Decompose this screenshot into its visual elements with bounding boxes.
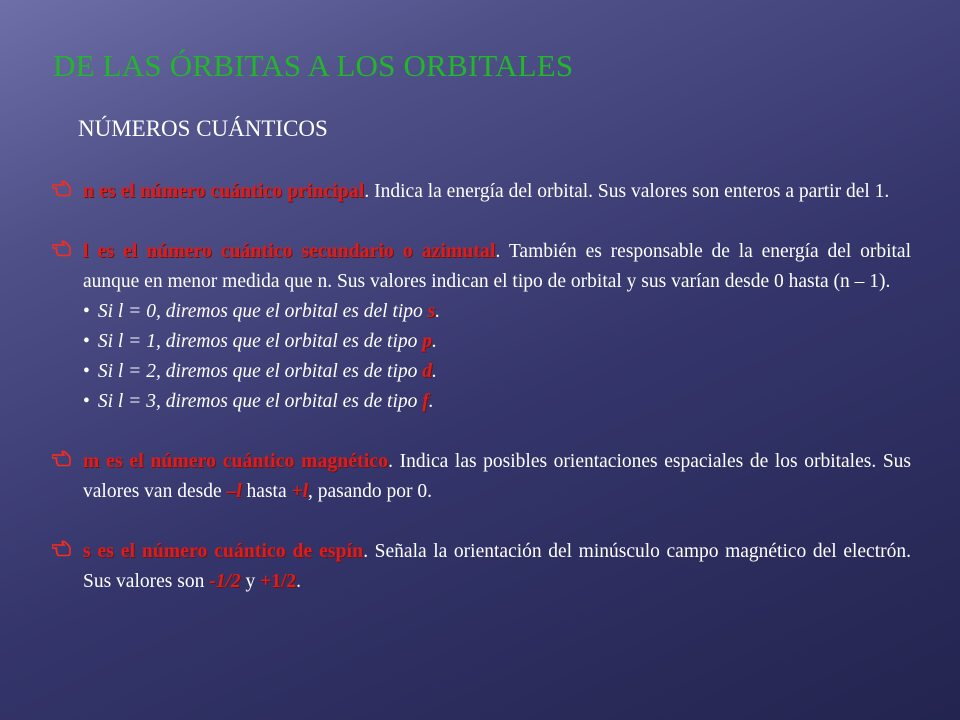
sub-end: . <box>432 361 437 382</box>
sub-end: . <box>428 391 434 412</box>
bullet-secundario <box>50 237 911 417</box>
text-secundario: . También es responsable de la energía del orbital aunque en menor medida que n. Sus valores indican el tipo de orbital y sus varían desde 0 hasta (n – 1). <box>83 241 911 292</box>
bullet-dot: • <box>83 391 90 412</box>
bullet-dot: • <box>83 361 90 382</box>
value-min-l: –l <box>226 481 242 502</box>
orbital-d: d <box>422 361 432 382</box>
sub-end: . <box>432 331 437 352</box>
value-plus-half: +1/2 <box>260 571 297 592</box>
sub-text: Si l = 2, diremos que el orbital es de tipo <box>97 361 423 382</box>
bullet-espin <box>50 537 911 597</box>
orbital-p: p <box>422 331 432 352</box>
bullet-principal <box>50 177 911 207</box>
orbital-f: f <box>422 391 429 412</box>
bullet-dot: • <box>83 331 90 352</box>
sub-text: Si l = 0, diremos que el orbital es del tipo <box>97 301 428 322</box>
value-max-l: +l <box>291 481 309 502</box>
sub-text: Si l = 3, diremos que el orbital es de tipo <box>97 391 423 412</box>
term-principal: n es el número cuántico principal <box>83 181 365 202</box>
text-magnetico-b: hasta <box>241 481 292 502</box>
bullet-dot: • <box>83 301 90 322</box>
sub-item-s <box>83 297 911 327</box>
term-espin: s es el número cuántico de espín <box>83 541 364 562</box>
text-espin-c: . <box>296 571 302 592</box>
term-magnetico: m es el número cuántico magnético <box>83 451 389 472</box>
sub-item-f <box>83 387 911 417</box>
orbital-s: s <box>427 301 436 322</box>
pointing-hand-icon <box>52 446 78 476</box>
pointing-hand-icon <box>52 176 78 206</box>
text-espin-b: y <box>240 571 261 592</box>
pointing-hand-icon <box>52 536 78 566</box>
pointing-hand-icon <box>52 236 78 266</box>
sub-item-d <box>83 357 911 387</box>
slide-title: DE LAS ÓRBITAS A LOS ORBITALES <box>53 48 574 83</box>
value-minus-half: -1/2 <box>209 571 241 592</box>
text-magnetico-a: . Indica las posibles orientaciones espaciales de los orbitales. Sus valores van desde <box>83 451 911 502</box>
text-principal: . Indica la energía del orbital. Sus valores son enteros a partir del 1. <box>364 181 890 202</box>
slide-subtitle: NÚMEROS CUÁNTICOS <box>78 116 328 141</box>
content-area <box>50 177 911 597</box>
bullet-magnetico <box>50 447 911 507</box>
term-secundario: l es el número cuántico secundario o azimutal <box>83 241 496 262</box>
text-espin-a: . Señala la orientación del minúsculo campo magnético del electrón. Sus valores son <box>83 541 911 592</box>
sub-end: . <box>435 301 441 322</box>
sub-item-p <box>83 327 911 357</box>
sub-text: Si l = 1, diremos que el orbital es de tipo <box>97 331 423 352</box>
text-magnetico-c: , pasando por 0. <box>308 481 433 502</box>
